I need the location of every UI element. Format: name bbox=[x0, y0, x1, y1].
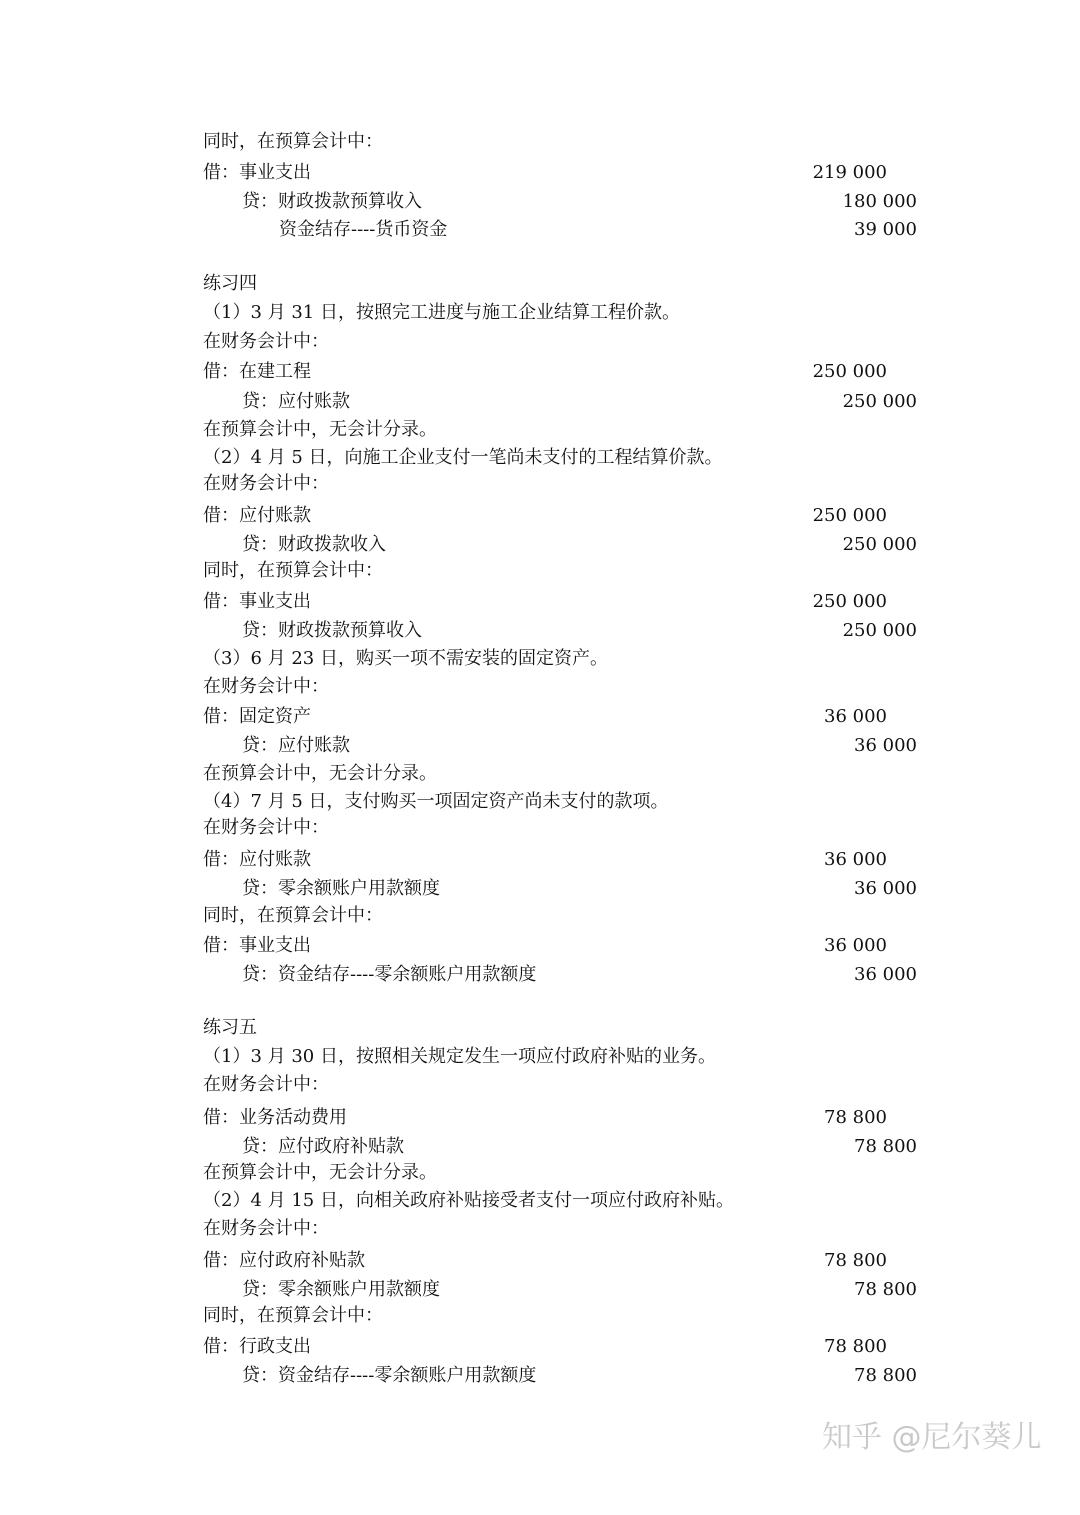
line-text: 在财务会计中： bbox=[203, 1218, 329, 1239]
debit-amount: 36 000 bbox=[824, 935, 887, 956]
line-text: （1）3 月 31 日，按照完工进度与施工企业结算工程价款。 bbox=[203, 302, 680, 323]
line-text: （3）6 月 23 日，购买一项不需安装的固定资产。 bbox=[203, 648, 608, 669]
credit-amount: 36 000 bbox=[854, 964, 917, 985]
ledger-line bbox=[0, 588, 1080, 616]
line-text: 借：事业支出 bbox=[203, 591, 311, 612]
line-text: 贷：财政拨款预算收入 bbox=[242, 620, 422, 641]
ledger-line bbox=[0, 502, 1080, 530]
line-text: 在预算会计中，无会计分录。 bbox=[203, 1162, 437, 1183]
credit-amount: 36 000 bbox=[854, 878, 917, 899]
ledger-line bbox=[0, 902, 1080, 930]
ledger-line bbox=[0, 1071, 1080, 1099]
ledger-line bbox=[0, 557, 1080, 585]
ledger-line bbox=[0, 1104, 1080, 1132]
ledger-line bbox=[0, 1014, 1080, 1042]
credit-amount: 78 800 bbox=[854, 1136, 917, 1157]
line-text: 贷：零余额账户用款额度 bbox=[242, 1279, 440, 1300]
line-text: （2）4 月 5 日，向施工企业支付一笔尚未支付的工程结算价款。 bbox=[203, 447, 723, 468]
ledger-line bbox=[0, 188, 1080, 216]
credit-amount: 180 000 bbox=[842, 191, 917, 212]
line-text: 在预算会计中，无会计分录。 bbox=[203, 419, 437, 440]
line-text: 借：行政支出 bbox=[203, 1336, 311, 1357]
ledger-line bbox=[0, 159, 1080, 187]
ledger-line bbox=[0, 299, 1080, 327]
debit-amount: 250 000 bbox=[812, 361, 887, 382]
debit-amount: 250 000 bbox=[812, 505, 887, 526]
line-text: 借：固定资产 bbox=[203, 706, 311, 727]
credit-amount: 36 000 bbox=[854, 735, 917, 756]
line-text: 贷：财政拨款收入 bbox=[242, 534, 386, 555]
ledger-line bbox=[0, 470, 1080, 498]
ledger-line bbox=[0, 1302, 1080, 1330]
ledger-line bbox=[0, 673, 1080, 701]
ledger-line bbox=[0, 1247, 1080, 1275]
ledger-line bbox=[0, 703, 1080, 731]
credit-amount: 250 000 bbox=[842, 391, 917, 412]
ledger-line bbox=[0, 760, 1080, 788]
ledger-line bbox=[0, 814, 1080, 842]
line-text: 在财务会计中： bbox=[203, 1074, 329, 1095]
ledger-line bbox=[0, 846, 1080, 874]
credit-amount: 39 000 bbox=[854, 219, 917, 240]
line-text: （1）3 月 30 日，按照相关规定发生一项应付政府补贴的业务。 bbox=[203, 1046, 716, 1067]
line-text: 借：在建工程 bbox=[203, 361, 311, 382]
watermark: 知乎 @尼尔葵儿 bbox=[822, 1420, 1042, 1455]
ledger-line bbox=[0, 932, 1080, 960]
credit-amount: 250 000 bbox=[842, 534, 917, 555]
debit-amount: 219 000 bbox=[812, 162, 887, 183]
line-text: 练习五 bbox=[203, 1017, 257, 1038]
ledger-line bbox=[0, 645, 1080, 673]
line-text: 借：应付账款 bbox=[203, 849, 311, 870]
line-text: 贷：零余额账户用款额度 bbox=[242, 878, 440, 899]
credit-amount: 78 800 bbox=[854, 1365, 917, 1386]
debit-amount: 78 800 bbox=[824, 1250, 887, 1271]
ledger-line bbox=[0, 128, 1080, 156]
ledger-line bbox=[0, 444, 1080, 472]
ledger-line bbox=[0, 1159, 1080, 1187]
line-text: 同时，在预算会计中： bbox=[203, 131, 383, 152]
line-text: （2）4 月 15 日，向相关政府补贴接受者支付一项应付政府补贴。 bbox=[203, 1190, 734, 1211]
ledger-line bbox=[0, 1133, 1080, 1161]
debit-amount: 78 800 bbox=[824, 1107, 887, 1128]
ledger-line bbox=[0, 1276, 1080, 1304]
line-text: 练习四 bbox=[203, 273, 257, 294]
ledger-line bbox=[0, 732, 1080, 760]
line-text: 在预算会计中，无会计分录。 bbox=[203, 763, 437, 784]
line-text: 贷：应付政府补贴款 bbox=[242, 1136, 404, 1157]
ledger-line bbox=[0, 328, 1080, 356]
debit-amount: 36 000 bbox=[824, 849, 887, 870]
ledger-line bbox=[0, 531, 1080, 559]
line-text: 借：事业支出 bbox=[203, 935, 311, 956]
ledger-line bbox=[0, 216, 1080, 244]
credit-amount: 250 000 bbox=[842, 620, 917, 641]
line-text: 借：应付账款 bbox=[203, 505, 311, 526]
ledger-line bbox=[0, 416, 1080, 444]
ledger-line bbox=[0, 1043, 1080, 1071]
line-text: 同时，在预算会计中： bbox=[203, 905, 383, 926]
line-text: 贷：资金结存----零余额账户用款额度 bbox=[242, 964, 537, 985]
ledger-line bbox=[0, 961, 1080, 989]
ledger-line bbox=[0, 788, 1080, 816]
line-text: 贷：应付账款 bbox=[242, 735, 350, 756]
ledger-line bbox=[0, 1333, 1080, 1361]
credit-amount: 78 800 bbox=[854, 1279, 917, 1300]
line-text: 在财务会计中： bbox=[203, 473, 329, 494]
line-text: 贷：财政拨款预算收入 bbox=[242, 191, 422, 212]
ledger-line bbox=[0, 1187, 1080, 1215]
debit-amount: 78 800 bbox=[824, 1336, 887, 1357]
line-text: 借：业务活动费用 bbox=[203, 1107, 347, 1128]
debit-amount: 36 000 bbox=[824, 706, 887, 727]
line-text: 同时，在预算会计中： bbox=[203, 560, 383, 581]
ledger-line bbox=[0, 1215, 1080, 1243]
line-text: 在财务会计中： bbox=[203, 676, 329, 697]
line-text: 在财务会计中： bbox=[203, 331, 329, 352]
line-text: 在财务会计中： bbox=[203, 817, 329, 838]
line-text: 同时，在预算会计中： bbox=[203, 1305, 383, 1326]
ledger-line bbox=[0, 388, 1080, 416]
line-text: 借：事业支出 bbox=[203, 162, 311, 183]
ledger-line bbox=[0, 875, 1080, 903]
ledger-line bbox=[0, 270, 1080, 298]
line-text: （4）7 月 5 日，支付购买一项固定资产尚未支付的款项。 bbox=[203, 791, 669, 812]
ledger-line bbox=[0, 358, 1080, 386]
debit-amount: 250 000 bbox=[812, 591, 887, 612]
line-text: 资金结存----货币资金 bbox=[279, 219, 448, 240]
ledger-line bbox=[0, 617, 1080, 645]
line-text: 贷：资金结存----零余额账户用款额度 bbox=[242, 1365, 537, 1386]
line-text: 贷：应付账款 bbox=[242, 391, 350, 412]
line-text: 借：应付政府补贴款 bbox=[203, 1250, 365, 1271]
ledger-line bbox=[0, 1362, 1080, 1390]
